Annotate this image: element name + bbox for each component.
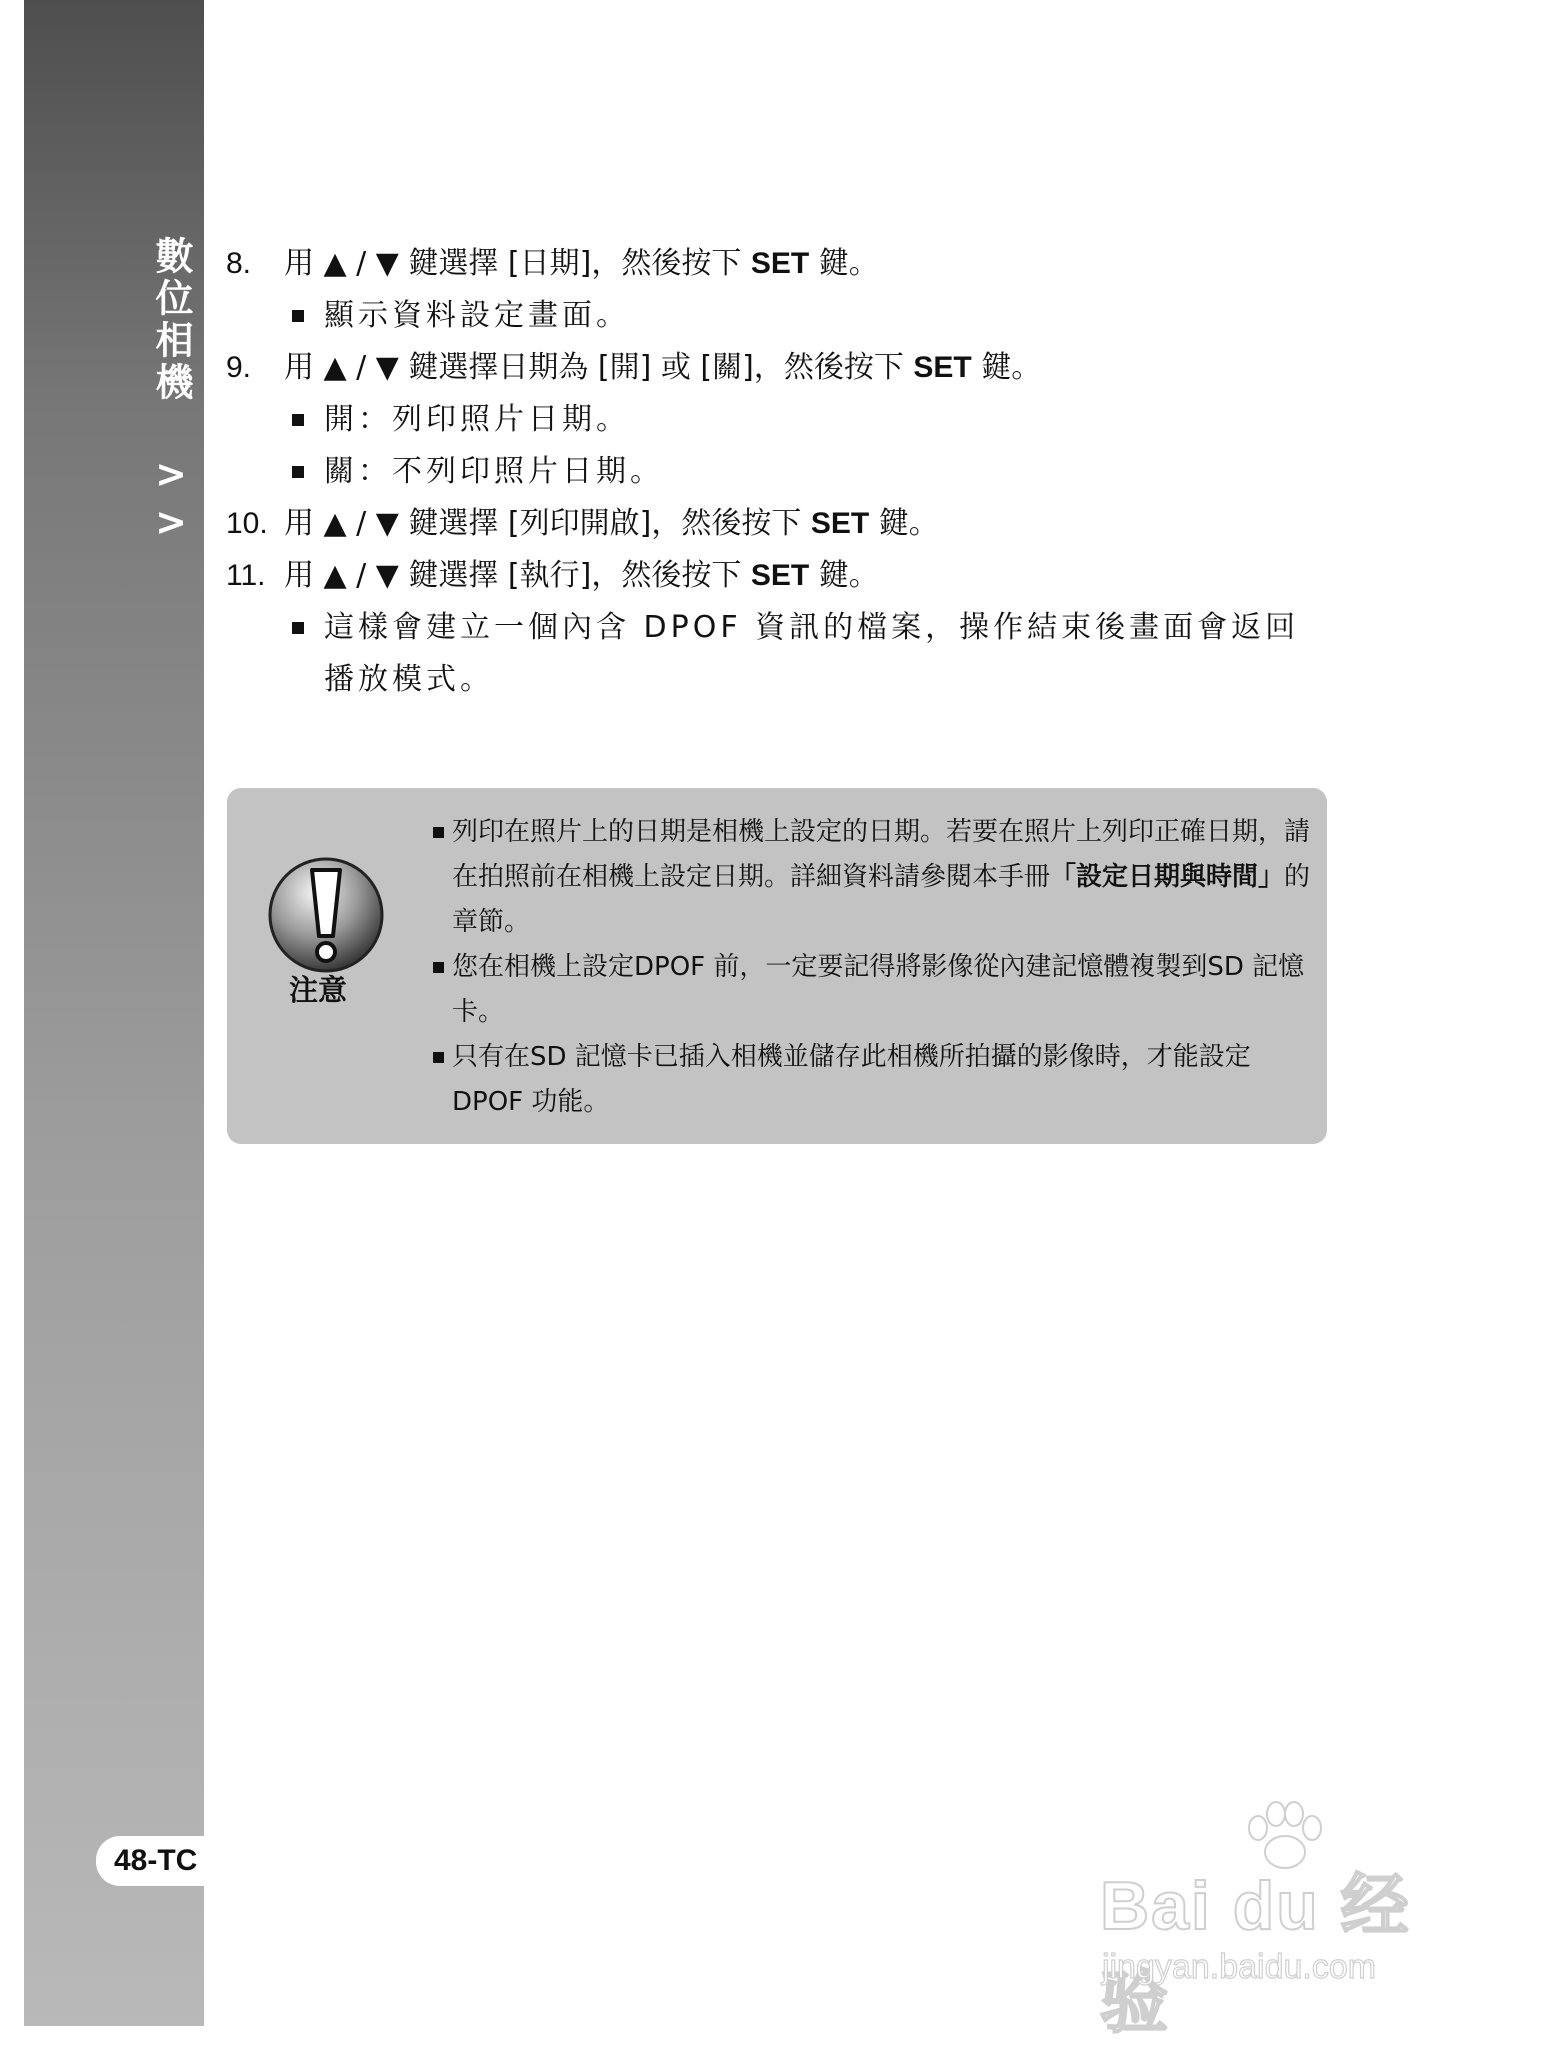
set-key-label: SET	[913, 351, 972, 384]
instruction-steps	[226, 238, 1336, 706]
step-text: 用 ▲ / ▼ 鍵選擇 [列印開啟]，然後按下	[284, 506, 811, 541]
sub-bullet: 關：不列印照片日期。	[226, 446, 1336, 498]
step-text-end: 鍵。	[809, 558, 879, 593]
step-number: 9.	[226, 351, 252, 384]
step-text-end: 鍵。	[809, 246, 879, 281]
step-11	[226, 550, 1336, 602]
step-number: 11.	[226, 559, 266, 592]
step-text-end: 鍵。	[971, 350, 1042, 385]
note-list	[433, 810, 1313, 1125]
square-bullet-icon	[433, 1052, 444, 1063]
step-10	[226, 498, 1336, 550]
square-bullet-icon	[433, 962, 444, 973]
step-9	[226, 342, 1336, 394]
step-8	[226, 238, 1336, 290]
square-bullet-icon	[292, 622, 304, 634]
set-key-label: SET	[810, 507, 870, 540]
baidu-watermark	[1100, 1800, 1460, 2041]
square-bullet-icon	[292, 414, 304, 426]
step-number: 10.	[226, 507, 268, 540]
section-title: 數位相機 >>	[149, 236, 193, 548]
step-text: 用 ▲ / ▼ 鍵選擇日期為 [開] 或 [關]，然後按下	[284, 350, 914, 385]
warning-exclamation-icon	[267, 856, 385, 974]
note-label: 注意	[289, 973, 348, 1007]
watermark-url: jingyan.baidu.com	[1102, 1948, 1377, 1986]
step-text-end: 鍵。	[869, 506, 939, 541]
step-number: 8.	[226, 247, 252, 280]
note-item: 您在相機上設定DPOF 前，一定要記得將影像從內建記憶體複製到SD 記憶卡。	[433, 945, 1313, 1035]
watermark-logo: Bai du 经验	[1100, 1868, 1411, 2041]
note-box	[227, 788, 1327, 1144]
square-bullet-icon	[433, 827, 444, 838]
chapter-reference: 「設定日期與時間」	[1050, 862, 1285, 892]
square-bullet-icon	[292, 466, 304, 478]
square-bullet-icon	[292, 310, 304, 322]
sub-bullet: 這樣會建立一個內含 DPOF 資訊的檔案，操作結束後畫面會返回播放模式。	[226, 602, 1336, 706]
note-item: 只有在SD 記憶卡已插入相機並儲存此相機所拍攝的影像時，才能設定DPOF 功能。	[433, 1035, 1313, 1125]
note-item: 列印在照片上的日期是相機上設定的日期。若要在照片上列印正確日期，請在拍照前在相機上設定日期。詳細資料請參閱本手冊「設定日期與時間」的章節。	[433, 810, 1313, 945]
set-key-label: SET	[750, 559, 810, 592]
step-text: 用 ▲ / ▼ 鍵選擇 [執行]，然後按下	[284, 558, 751, 593]
sidebar	[24, 0, 204, 2026]
sub-bullet: 顯示資料設定畫面。	[226, 290, 1336, 342]
set-key-label: SET	[750, 247, 810, 280]
sub-bullet: 開：列印照片日期。	[226, 394, 1336, 446]
page-number: 48-TC	[96, 1836, 208, 1886]
step-text: 用 ▲ / ▼ 鍵選擇 [日期]，然後按下	[284, 246, 751, 281]
